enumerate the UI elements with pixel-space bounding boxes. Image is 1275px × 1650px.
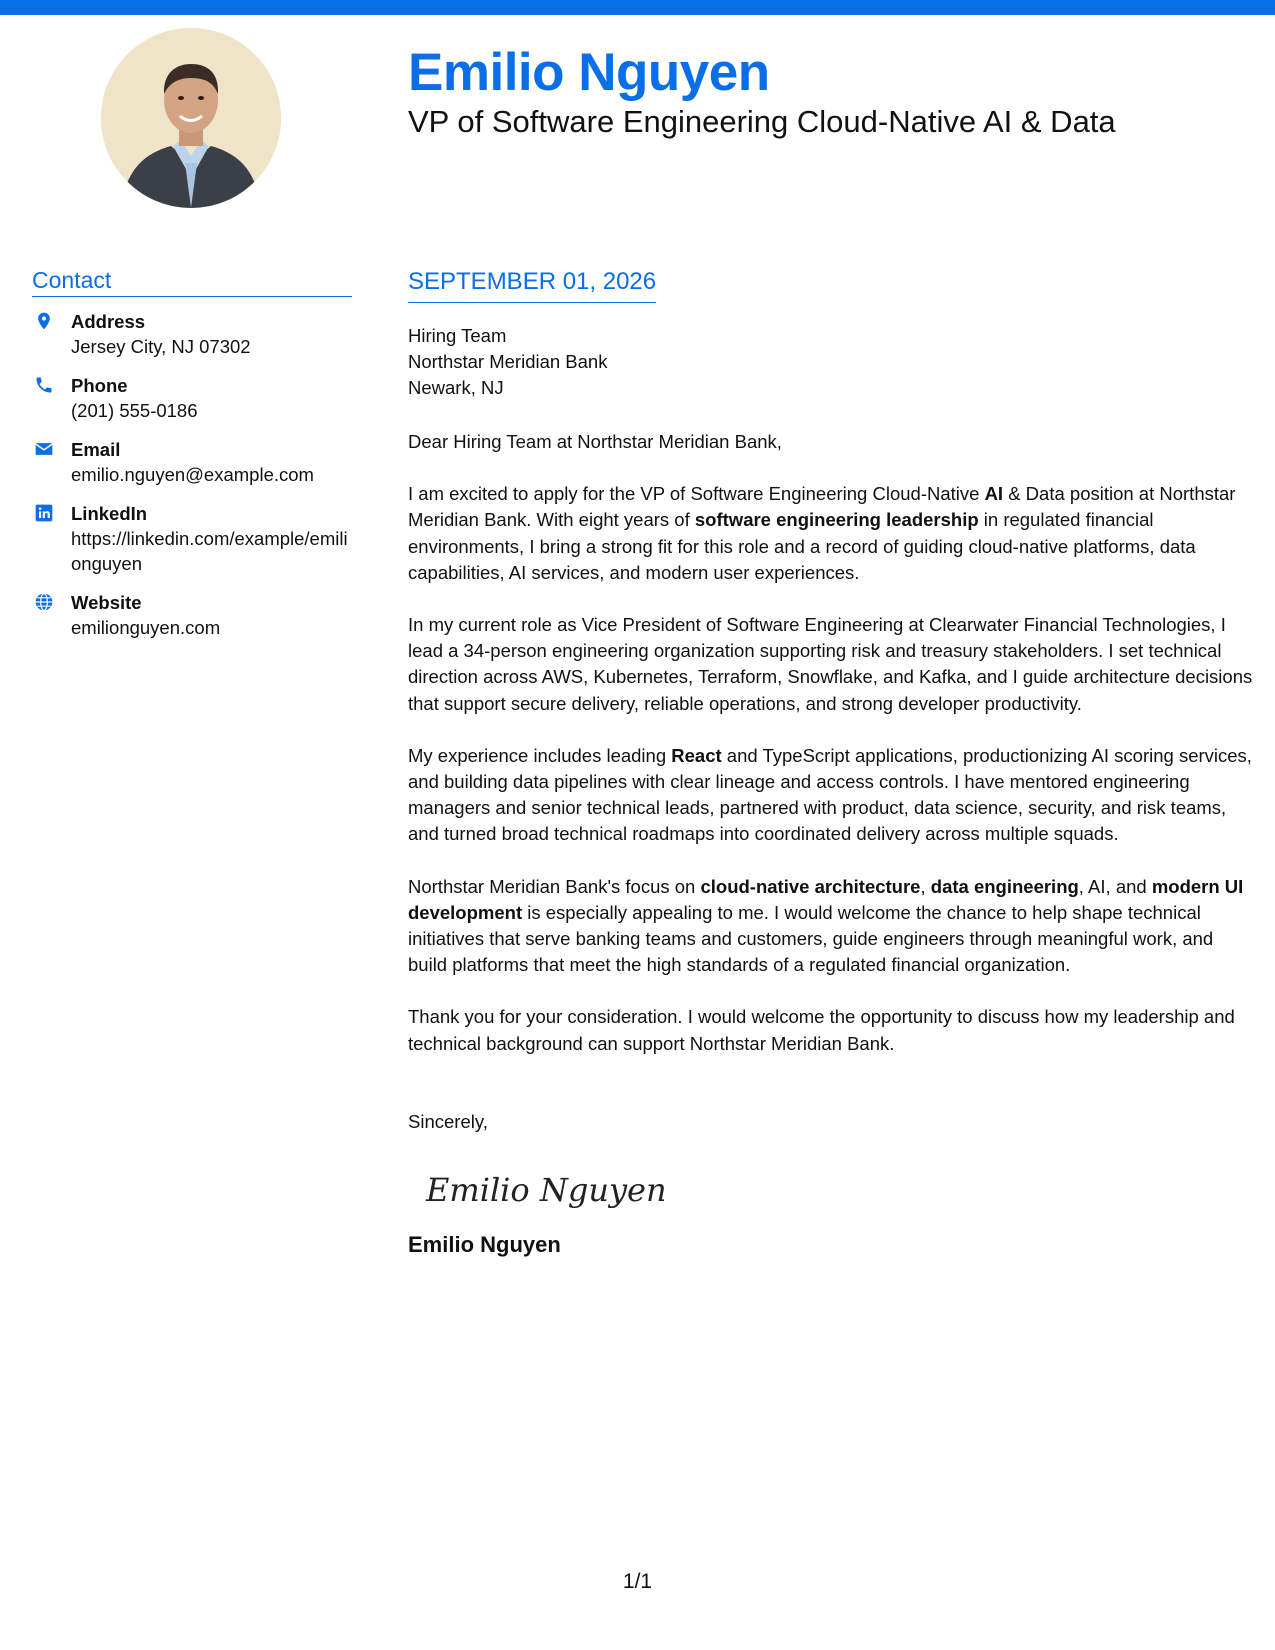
svg-text:Emilio Nguyen: Emilio Nguyen	[426, 1171, 664, 1210]
contact-value[interactable]: https://linkedin.com/example/emilionguyen	[71, 528, 348, 574]
contact-linkedin	[32, 501, 352, 576]
contact-label: Website	[71, 592, 142, 613]
signer-name: Emilio Nguyen	[408, 1232, 561, 1258]
page-number: 1/1	[622, 1570, 653, 1593]
contact-sidebar	[32, 266, 352, 654]
cover-letter-body	[408, 268, 1253, 1259]
closing: Sincerely,	[408, 1110, 488, 1132]
recipient-line: Newark, NJ	[408, 377, 504, 398]
handwritten-signature	[424, 1161, 1253, 1219]
phone-icon	[34, 375, 54, 395]
contact-value[interactable]: emilionguyen.com	[71, 617, 221, 638]
contact-value: (201) 555-0186	[71, 400, 198, 421]
paragraph-3: My experience includes leading React and TypeScript applications, productionizing AI scoring services, and building data pipelines with clear lineage and access controls. I have mentored engineering managers and senior technical leads, partnered with product, data science, security, and risk teams, and turned broad technical roadmaps into coordinated delivery across multiple squads.	[408, 744, 1252, 845]
globe-icon	[34, 592, 54, 612]
contact-website	[32, 590, 352, 640]
contact-label: Phone	[71, 375, 128, 396]
linkedin-icon	[34, 503, 54, 523]
contact-value[interactable]: emilio.nguyen@example.com	[71, 464, 314, 485]
paragraph-5: Thank you for your consideration. I would welcome the opportunity to discuss how my leadership and technical background can support Northstar Meridian Bank.	[408, 1006, 1235, 1054]
contact-email	[32, 437, 352, 487]
contact-label: Email	[71, 439, 121, 460]
job-title: VP of Software Engineering Cloud-Native AI & Data	[408, 104, 1116, 139]
salutation: Dear Hiring Team at Northstar Meridian Bank,	[408, 431, 782, 452]
profile-photo	[101, 28, 281, 208]
contact-phone	[32, 373, 352, 423]
map-pin-icon	[34, 311, 54, 331]
letter-date: SEPTEMBER 01, 2026	[408, 268, 656, 303]
paragraph-4: Northstar Meridian Bank's focus on cloud-native architecture, data engineering, AI, and modern UI development is especially appealing to me. I would welcome the chance to help shape technical initiatives that serve banking teams and customers, guide engineers through meaningful work, and build platforms that meet the high standards of a regulated financial organization.	[408, 875, 1244, 976]
recipient-block	[408, 323, 1253, 401]
recipient-line: Northstar Meridian Bank	[408, 351, 608, 372]
top-accent-bar	[0, 0, 1275, 15]
contact-address	[32, 309, 352, 359]
contact-label: LinkedIn	[71, 503, 148, 524]
applicant-name: Emilio Nguyen	[408, 43, 770, 102]
contact-heading: Contact	[32, 266, 352, 297]
paragraph-1: I am excited to apply for the VP of Software Engineering Cloud-Native AI & Data position at Northstar Meridian Bank. With eight years of software engineering leadership in regulated financial environments, I bring a strong fit for this role and a record of guiding cloud-native platforms, data capabilities, AI services, and modern user experiences.	[408, 483, 1236, 583]
envelope-icon	[34, 439, 54, 459]
contact-label: Address	[71, 311, 146, 332]
contact-value: Jersey City, NJ 07302	[71, 336, 251, 357]
paragraph-2: In my current role as Vice President of Software Engineering at Clearwater Financial Technologies, I lead a 34-person engineering organization supporting risk and treasury stakeholders. I set technical direction across AWS, Kubernetes, Terraform, Snowflake, and Kafka, and I guide architecture decisions that support secure delivery, reliable operations, and strong developer productivity.	[408, 614, 1253, 714]
recipient-line: Hiring Team	[408, 325, 507, 346]
